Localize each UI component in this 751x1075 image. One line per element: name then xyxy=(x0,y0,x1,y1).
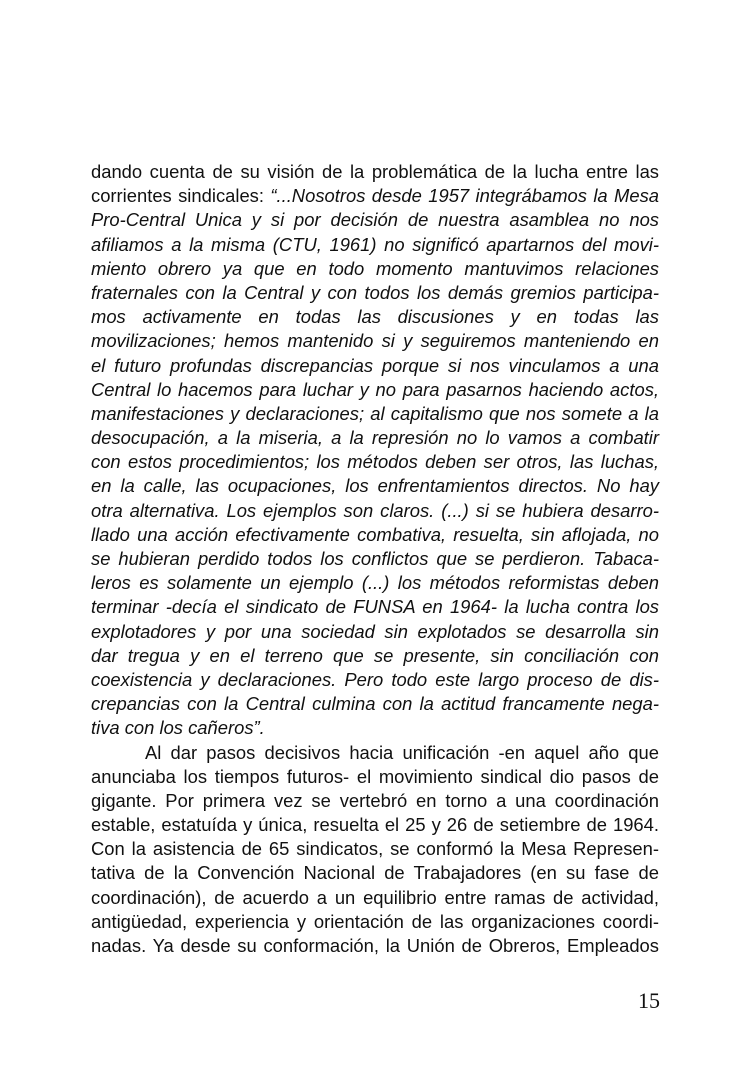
text-line: desocupación, a la miseria, a la represión no lo vamos a combatir xyxy=(91,427,659,449)
text-line: crepancias con la Central culmina con la actitud francamente nega- xyxy=(91,693,659,715)
text-line: anunciaba los tiempos futuros- el movimiento sindical dio pasos de xyxy=(91,765,659,787)
text-line: movilizaciones; hemos mantenido si y seguiremos manteniendo en xyxy=(91,330,659,352)
text-line: en la calle, las ocupaciones, los enfrentamientos directos. No hay xyxy=(91,475,659,497)
text-line: otra alternativa. Los ejemplos son claros. (...) si se hubiera desarro- xyxy=(91,499,659,521)
text-line: afiliamos a la misma (CTU, 1961) no significó apartarnos del movi- xyxy=(91,233,659,255)
text-line: antigüedad, experiencia y orientación de las organizaciones coordi- xyxy=(91,910,659,932)
text-line: Pro-Central Unica y si por decisión de nuestra asamblea no nos xyxy=(91,209,659,231)
text-line: mos activamente en todas las discusiones y en todas las xyxy=(91,306,659,328)
text-line: tativa de la Convención Nacional de Trabajadores (en su fase de xyxy=(91,862,659,884)
text-line: estable, estatuída y única, resuelta el 25 y 26 de setiembre de 1964. xyxy=(91,814,659,836)
text-line: dando cuenta de su visión de la problemática de la lucha entre las xyxy=(91,161,659,182)
text-line: nadas. Ya desde su conformación, la Unión de Obreros, Empleados xyxy=(91,935,659,956)
text-segment: “...Nosotros desde 1957 integrábamos la Mesa xyxy=(270,185,659,207)
text-line: el futuro profundas discrepancias porque si nos vinculamos a una xyxy=(91,354,659,376)
page-number: 15 xyxy=(638,988,660,1013)
text-line: leros es solamente un ejemplo (...) los métodos reformistas deben xyxy=(91,572,659,594)
text-line: miento obrero ya que en todo momento mantuvimos relaciones xyxy=(91,257,659,279)
text-line: Central lo hacemos para luchar y no para pasarnos haciendo actos, xyxy=(91,378,659,400)
text-line: dar tregua y en el terreno que se presente, sin conciliación con xyxy=(91,644,659,666)
text-line: fraternales con la Central y con todos los demás gremios participa- xyxy=(91,281,659,303)
text-line: manifestaciones y declaraciones; al capitalismo que nos somete a la xyxy=(91,402,659,424)
text-line xyxy=(91,184,659,208)
body-text xyxy=(91,160,659,958)
text-line: llado una acción efectivamente combativa, resuelta, sin aflojada, no xyxy=(91,523,659,545)
text-line: gigante. Por primera vez se vertebró en torno a una coordinación xyxy=(91,789,659,811)
text-line: coordinación), de acuerdo a un equilibrio entre ramas de actividad, xyxy=(91,886,659,908)
text-segment: corrientes sindicales: xyxy=(91,185,271,207)
text-line: explotadores y por una sociedad sin explotados se desarrolla sin xyxy=(91,620,659,642)
text-line: coexistencia y declaraciones. Pero todo este largo proceso de dis- xyxy=(91,668,659,690)
text-line: terminar -decía el sindicato de FUNSA en 1964- la lucha contra los xyxy=(91,596,659,618)
text-line: se hubieran perdido todos los conflictos que se perdieron. Tabaca- xyxy=(91,548,659,569)
text-line: con estos procedimientos; los métodos deben ser otros, las luchas, xyxy=(91,451,659,473)
text-line: tiva con los cañeros”. xyxy=(91,717,265,739)
text-line: Con la asistencia de 65 sindicatos, se conformó la Mesa Represen- xyxy=(91,838,659,860)
text-line: Al dar pasos decisivos hacia unificación -en aquel año que xyxy=(145,741,659,763)
